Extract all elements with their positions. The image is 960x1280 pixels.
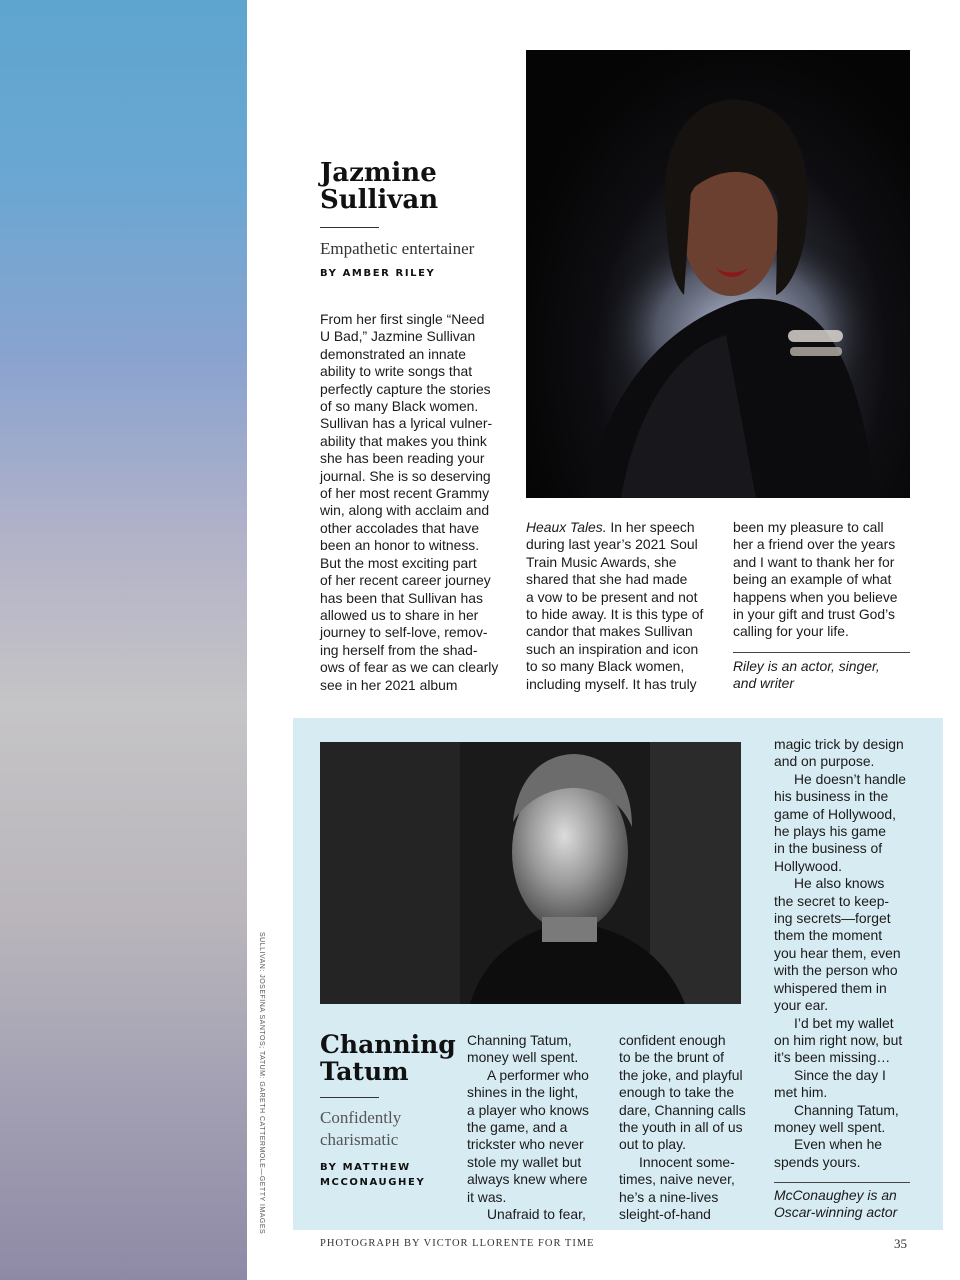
jazmine-name-line1: Jazmine xyxy=(320,158,437,188)
channing-col3-line: met him. xyxy=(774,1084,828,1101)
jazmine-col1-line: From her first single “Need xyxy=(320,311,485,327)
channing-col1-line: money well spent. xyxy=(467,1049,579,1066)
jazmine-col1-line: But the most exciting part xyxy=(320,554,477,571)
jazmine-col3-line: her a friend over the years xyxy=(733,536,896,553)
channing-col2-line: times, naive never, xyxy=(619,1171,735,1188)
channing-name-line1: Channing xyxy=(320,1030,456,1059)
left-color-strip xyxy=(0,0,247,1280)
jazmine-column-3 xyxy=(733,519,911,641)
channing-col3-line: magic trick by design xyxy=(774,736,904,752)
jazmine-name-line2: Sullivan xyxy=(320,185,439,215)
jazmine-col1-line: demonstrated an innate xyxy=(320,345,466,362)
channing-col3-line: He also knows xyxy=(794,875,885,892)
channing-col3-line: game of Hollywood, xyxy=(774,805,896,822)
channing-col1-line: stole my wallet but xyxy=(467,1153,582,1170)
page-number: 35 xyxy=(894,1236,907,1251)
album-title: Heaux Tales. xyxy=(526,519,607,535)
jazmine-col1-line: allowed us to share in her xyxy=(320,606,479,623)
channing-col2-line: dare, Channing calls xyxy=(619,1101,746,1118)
channing-bio-line1: McConaughey is an xyxy=(774,1187,897,1203)
channing-col1-line: always knew where xyxy=(467,1171,588,1188)
channing-col3-line: spends yours. xyxy=(774,1153,861,1170)
channing-tagline xyxy=(320,1107,401,1151)
channing-col3-line: money well spent. xyxy=(774,1118,886,1135)
jazmine-col2-line: candor that makes Sullivan xyxy=(526,623,693,640)
jazmine-bio-line2: and writer xyxy=(733,675,794,692)
channing-author-bio xyxy=(774,1187,919,1222)
jazmine-col1-line: U Bad,” Jazmine Sullivan xyxy=(320,328,476,345)
channing-byline-line1: BY MATTHEW xyxy=(320,1162,411,1173)
jazmine-col3-line: in your gift and trust God’s xyxy=(733,606,895,623)
jazmine-col3-line: happens when you believe xyxy=(733,588,898,605)
jazmine-col2-line: such an inspiration and icon xyxy=(526,640,699,657)
jazmine-col2-line: Heaux Tales. In her speech xyxy=(526,519,695,535)
channing-col3-line: he plays his game xyxy=(774,823,886,840)
jazmine-column-1 xyxy=(320,311,510,694)
jazmine-col3-line: calling for your life. xyxy=(733,623,849,640)
jazmine-col2-line: Train Music Awards, she xyxy=(526,553,677,570)
jazmine-col1-line: win, along with acclaim and xyxy=(320,502,490,519)
channing-col3-line: the secret to keep- xyxy=(774,892,890,909)
jazmine-col1-line: has been that Sullivan has xyxy=(320,589,483,606)
channing-portrait-illustration xyxy=(320,742,741,1004)
channing-col1-line: shines in the light, xyxy=(467,1084,579,1101)
channing-tagline-line1: Confidently xyxy=(320,1108,402,1127)
channing-col1-line: Channing Tatum, xyxy=(467,1032,572,1048)
channing-col3-line: ing secrets—forget xyxy=(774,910,891,927)
channing-col1-line: it was. xyxy=(467,1188,507,1205)
jazmine-col2-line: a vow to be present and not xyxy=(526,588,698,605)
channing-col2-line: enough to take the xyxy=(619,1084,735,1101)
channing-byline-line2: MCCONAUGHEY xyxy=(320,1177,426,1188)
jazmine-col2-line: during last year’s 2021 Soul xyxy=(526,536,698,553)
jazmine-col1-line: ability that makes you think xyxy=(320,432,487,449)
jazmine-col3-line: being an example of what xyxy=(733,571,892,588)
channing-byline xyxy=(320,1160,425,1190)
channing-col3-line: Hollywood. xyxy=(774,857,842,874)
channing-col3-line: with the person who xyxy=(774,962,898,979)
jazmine-portrait-illustration xyxy=(526,50,910,498)
jazmine-col1-line: journey to self-love, remov- xyxy=(320,624,488,641)
jazmine-column-2 xyxy=(526,519,716,693)
channing-col1-line: the game, and a xyxy=(467,1119,568,1136)
channing-col2-line: out to play. xyxy=(619,1136,686,1153)
channing-col3-line: I’d bet my wallet xyxy=(794,1014,894,1031)
channing-bio-rule xyxy=(774,1182,910,1183)
channing-col2-line: he’s a nine-lives xyxy=(619,1188,719,1205)
channing-col2-line: to be the brunt of xyxy=(619,1049,725,1066)
channing-column-3 xyxy=(774,736,919,1171)
channing-col3-line: his business in the xyxy=(774,788,889,805)
jazmine-col1-line: other accolades that have xyxy=(320,519,480,536)
jazmine-bio-line1: Riley is an actor, singer, xyxy=(733,658,880,674)
channing-column-2 xyxy=(619,1032,759,1223)
channing-col3-line: Even when he xyxy=(794,1136,883,1153)
channing-tagline-line2: charismatic xyxy=(320,1130,399,1149)
channing-col3-line: on him right now, but xyxy=(774,1031,903,1048)
channing-col3-line: He doesn’t handle xyxy=(794,770,906,787)
jazmine-col1-line: been an honor to witness. xyxy=(320,537,480,554)
channing-bio-line2: Oscar-winning actor xyxy=(774,1204,898,1221)
channing-col3-line: Channing Tatum, xyxy=(794,1101,899,1118)
jazmine-name-heading xyxy=(320,160,510,214)
channing-name-line2: Tatum xyxy=(320,1057,409,1086)
jazmine-col2-line: shared that she had made xyxy=(526,571,688,588)
channing-col2-line: Innocent some- xyxy=(639,1153,735,1170)
channing-col2-line: confident enough xyxy=(619,1032,726,1048)
jazmine-col3-line: been my pleasure to call xyxy=(733,519,884,535)
channing-col1-line: Unafraid to fear, xyxy=(487,1206,586,1223)
channing-col2-line: the youth in all of us xyxy=(619,1119,743,1136)
footer-photo-credit: PHOTOGRAPH BY VICTOR LLORENTE FOR TIME xyxy=(320,1238,595,1249)
jazmine-col1-line: she has been reading your xyxy=(320,450,485,467)
jazmine-bio-rule xyxy=(733,652,910,653)
jazmine-col1-line: of so many Black women. xyxy=(320,398,479,415)
channing-col1-line: A performer who xyxy=(487,1066,589,1083)
channing-col3-line: in the business of xyxy=(774,840,883,857)
channing-col1-line: trickster who never xyxy=(467,1136,584,1153)
channing-tatum-photo xyxy=(320,742,741,1004)
channing-column-1 xyxy=(467,1032,607,1223)
jazmine-title-rule xyxy=(320,227,379,228)
jazmine-col1-line: of her most recent Grammy xyxy=(320,485,490,502)
channing-col3-line: it’s been missing… xyxy=(774,1049,891,1066)
channing-col3-line: Since the day I xyxy=(794,1066,886,1083)
jazmine-col1-line: journal. She is so deserving xyxy=(320,467,491,484)
jazmine-col1-line: ability to write songs that xyxy=(320,363,473,380)
jazmine-col1-line: perfectly capture the stories xyxy=(320,380,491,397)
jazmine-col2-line: to so many Black women, xyxy=(526,658,685,675)
jazmine-col2-line: to hide away. It is this type of xyxy=(526,606,704,623)
channing-col3-line: you hear them, even xyxy=(774,944,901,961)
channing-title-rule xyxy=(320,1097,379,1098)
channing-col3-line: whispered them in xyxy=(774,979,887,996)
channing-col2-line: the joke, and playful xyxy=(619,1066,743,1083)
channing-col1-line: a player who knows xyxy=(467,1101,589,1118)
jazmine-col3-line: and I want to thank her for xyxy=(733,553,895,570)
jazmine-col1-line: see in her 2021 album xyxy=(320,676,458,693)
jazmine-col1-line: of her recent career journey xyxy=(320,572,491,589)
jazmine-sullivan-photo xyxy=(526,50,910,498)
channing-name-heading xyxy=(320,1031,460,1085)
jazmine-col1-line: ing herself from the shad- xyxy=(320,641,478,658)
channing-col2-line: sleight-of-hand xyxy=(619,1206,711,1223)
jazmine-col1-line: ows of fear as we can clearly xyxy=(320,659,499,676)
jazmine-col2-line: including myself. It has truly xyxy=(526,675,697,692)
jazmine-col1-line: Sullivan has a lyrical vulner- xyxy=(320,415,493,432)
jazmine-byline: BY AMBER RILEY xyxy=(320,268,436,279)
channing-col3-line: your ear. xyxy=(774,997,829,1014)
jazmine-author-bio xyxy=(733,658,911,693)
jazmine-tagline: Empathetic entertainer xyxy=(320,239,475,258)
channing-col3-line: them the moment xyxy=(774,927,883,944)
channing-col3-line: and on purpose. xyxy=(774,753,875,770)
side-photo-credit: SULLIVAN: JOSEFINA SANTOS; TATUM: GARETH CATTERMOLE—GETTY IMAGES xyxy=(258,932,265,1235)
